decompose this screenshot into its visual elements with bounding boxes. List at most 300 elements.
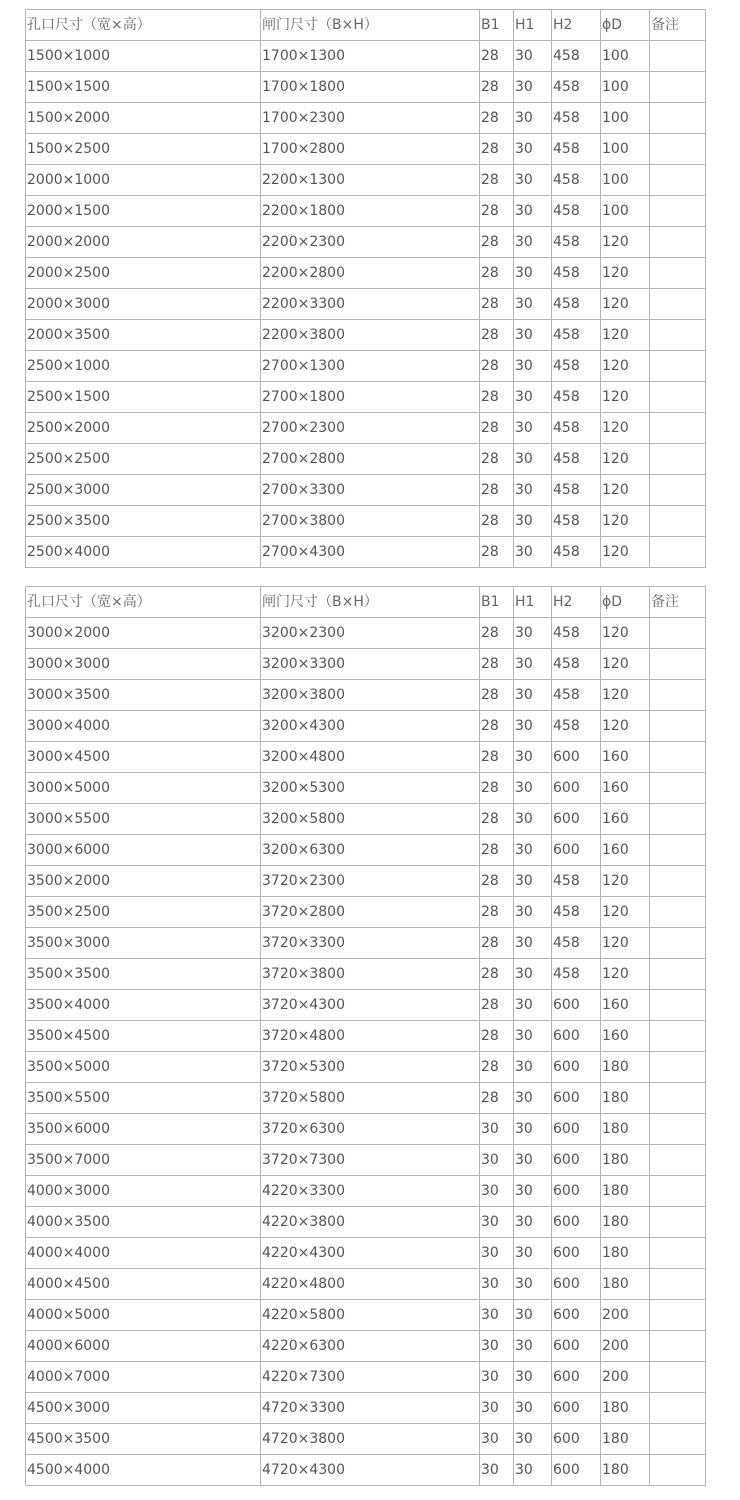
remarks-cell (650, 351, 706, 382)
h1-cell: 30 (514, 866, 552, 897)
gate-size-cell: 3720×6300 (261, 1114, 480, 1145)
h1-cell: 30 (514, 1424, 552, 1455)
h1-cell: 30 (514, 1083, 552, 1114)
gate-size-cell: 2200×3800 (261, 320, 480, 351)
gate-size-cell: 2200×1800 (261, 196, 480, 227)
b1-cell: 28 (480, 711, 514, 742)
h2-cell: 458 (552, 475, 601, 506)
h1-cell: 30 (514, 413, 552, 444)
remarks-cell (650, 258, 706, 289)
opening-size-cell: 3500×3000 (26, 928, 261, 959)
h1-cell: 30 (514, 289, 552, 320)
table-row (26, 1021, 706, 1052)
table-row (26, 1393, 706, 1424)
diameter-cell: 120 (601, 413, 650, 444)
header-remarks: 备注 (650, 10, 706, 41)
opening-size-cell: 3000×5500 (26, 804, 261, 835)
h2-cell: 458 (552, 537, 601, 568)
remarks-cell (650, 1207, 706, 1238)
opening-size-cell: 2500×2500 (26, 444, 261, 475)
h1-cell: 30 (514, 1021, 552, 1052)
b1-cell: 28 (480, 134, 514, 165)
h2-cell: 600 (552, 742, 601, 773)
h2-cell: 600 (552, 804, 601, 835)
remarks-cell (650, 1393, 706, 1424)
b1-cell: 28 (480, 72, 514, 103)
header-h2: H2 (552, 10, 601, 41)
gate-size-cell: 4720×3300 (261, 1393, 480, 1424)
h1-cell: 30 (514, 227, 552, 258)
b1-cell: 28 (480, 773, 514, 804)
h1-cell: 30 (514, 103, 552, 134)
table-row (26, 618, 706, 649)
table-row (26, 382, 706, 413)
gate-size-cell: 4720×3800 (261, 1424, 480, 1455)
gate-size-cell: 3720×2300 (261, 866, 480, 897)
opening-size-cell: 1500×1000 (26, 41, 261, 72)
remarks-cell (650, 1052, 706, 1083)
table-row (26, 1083, 706, 1114)
remarks-cell (650, 804, 706, 835)
h1-cell: 30 (514, 959, 552, 990)
gate-size-cell: 3200×4800 (261, 742, 480, 773)
h2-cell: 600 (552, 1114, 601, 1145)
h2-cell: 600 (552, 1052, 601, 1083)
b1-cell: 30 (480, 1455, 514, 1486)
table-row (26, 1455, 706, 1486)
h2-cell: 600 (552, 1083, 601, 1114)
diameter-cell: 160 (601, 742, 650, 773)
table-row (26, 649, 706, 680)
table-row (26, 680, 706, 711)
opening-size-cell: 4000×5000 (26, 1300, 261, 1331)
opening-size-cell: 3500×2000 (26, 866, 261, 897)
opening-size-cell: 3500×2500 (26, 897, 261, 928)
diameter-cell: 120 (601, 897, 650, 928)
opening-size-cell: 1500×2000 (26, 103, 261, 134)
b1-cell: 28 (480, 1021, 514, 1052)
h1-cell: 30 (514, 742, 552, 773)
header-h1: H1 (514, 587, 552, 618)
diameter-cell: 200 (601, 1300, 650, 1331)
opening-size-cell: 3500×7000 (26, 1145, 261, 1176)
gate-size-cell: 3200×5800 (261, 804, 480, 835)
opening-size-cell: 3000×6000 (26, 835, 261, 866)
remarks-cell (650, 134, 706, 165)
table-row (26, 351, 706, 382)
diameter-cell: 120 (601, 227, 650, 258)
h2-cell: 458 (552, 680, 601, 711)
h2-cell: 600 (552, 1021, 601, 1052)
diameter-cell: 120 (601, 537, 650, 568)
diameter-cell: 160 (601, 804, 650, 835)
table-row (26, 1238, 706, 1269)
table-row (26, 773, 706, 804)
h1-cell: 30 (514, 711, 552, 742)
remarks-cell (650, 1300, 706, 1331)
table-row (26, 990, 706, 1021)
remarks-cell (650, 649, 706, 680)
table-header (26, 10, 706, 41)
h2-cell: 458 (552, 897, 601, 928)
remarks-cell (650, 320, 706, 351)
h2-cell: 458 (552, 227, 601, 258)
table-row (26, 103, 706, 134)
gate-size-cell: 4220×4300 (261, 1238, 480, 1269)
h1-cell: 30 (514, 320, 552, 351)
b1-cell: 28 (480, 618, 514, 649)
opening-size-cell: 3500×4000 (26, 990, 261, 1021)
b1-cell: 28 (480, 537, 514, 568)
gate-size-cell: 3720×5800 (261, 1083, 480, 1114)
remarks-cell (650, 1424, 706, 1455)
h2-cell: 458 (552, 506, 601, 537)
h1-cell: 30 (514, 928, 552, 959)
b1-cell: 30 (480, 1114, 514, 1145)
opening-size-cell: 4500×4000 (26, 1455, 261, 1486)
h2-cell: 458 (552, 444, 601, 475)
h1-cell: 30 (514, 196, 552, 227)
table-row (26, 475, 706, 506)
remarks-cell (650, 506, 706, 537)
table-row (26, 1269, 706, 1300)
h1-cell: 30 (514, 835, 552, 866)
h2-cell: 600 (552, 1424, 601, 1455)
h2-cell: 600 (552, 990, 601, 1021)
b1-cell: 28 (480, 227, 514, 258)
table-row (26, 835, 706, 866)
diameter-cell: 120 (601, 959, 650, 990)
gate-size-cell: 3200×3300 (261, 649, 480, 680)
h1-cell: 30 (514, 618, 552, 649)
h1-cell: 30 (514, 649, 552, 680)
b1-cell: 28 (480, 506, 514, 537)
opening-size-cell: 4000×7000 (26, 1362, 261, 1393)
opening-size-cell: 3000×2000 (26, 618, 261, 649)
table-row (26, 711, 706, 742)
table-row (26, 537, 706, 568)
table-row (26, 1424, 706, 1455)
table-row (26, 506, 706, 537)
opening-size-cell: 3500×5000 (26, 1052, 261, 1083)
table-row (26, 227, 706, 258)
h1-cell: 30 (514, 475, 552, 506)
header-h1: H1 (514, 10, 552, 41)
h1-cell: 30 (514, 382, 552, 413)
gate-size-cell: 2700×2800 (261, 444, 480, 475)
diameter-cell: 120 (601, 928, 650, 959)
table-row (26, 1052, 706, 1083)
table-row (26, 1207, 706, 1238)
h1-cell: 30 (514, 1331, 552, 1362)
header-diameter: ɸD (601, 10, 650, 41)
diameter-cell: 120 (601, 680, 650, 711)
remarks-cell (650, 990, 706, 1021)
diameter-cell: 120 (601, 649, 650, 680)
h1-cell: 30 (514, 897, 552, 928)
b1-cell: 28 (480, 165, 514, 196)
opening-size-cell: 3000×4000 (26, 711, 261, 742)
remarks-cell (650, 742, 706, 773)
opening-size-cell: 2500×3500 (26, 506, 261, 537)
h1-cell: 30 (514, 1269, 552, 1300)
header-h2: H2 (552, 587, 601, 618)
diameter-cell: 120 (601, 506, 650, 537)
table-row (26, 41, 706, 72)
diameter-cell: 120 (601, 382, 650, 413)
h2-cell: 458 (552, 41, 601, 72)
gate-size-cell: 3200×3800 (261, 680, 480, 711)
opening-size-cell: 3000×5000 (26, 773, 261, 804)
opening-size-cell: 2000×3000 (26, 289, 261, 320)
diameter-cell: 180 (601, 1424, 650, 1455)
opening-size-cell: 3000×3000 (26, 649, 261, 680)
gate-size-cell: 2200×2300 (261, 227, 480, 258)
h1-cell: 30 (514, 444, 552, 475)
opening-size-cell: 2500×1000 (26, 351, 261, 382)
h2-cell: 458 (552, 196, 601, 227)
remarks-cell (650, 711, 706, 742)
h2-cell: 458 (552, 258, 601, 289)
table-row (26, 1362, 706, 1393)
gate-size-cell: 1700×2300 (261, 103, 480, 134)
remarks-cell (650, 1362, 706, 1393)
gate-size-cell: 3720×3800 (261, 959, 480, 990)
remarks-cell (650, 1114, 706, 1145)
remarks-cell (650, 165, 706, 196)
header-gate-size: 闸门尺寸（B×H） (261, 10, 480, 41)
diameter-cell: 180 (601, 1207, 650, 1238)
diameter-cell: 160 (601, 1021, 650, 1052)
b1-cell: 28 (480, 990, 514, 1021)
table-row (26, 1300, 706, 1331)
remarks-cell (650, 773, 706, 804)
gate-size-cell: 4220×6300 (261, 1331, 480, 1362)
table-row (26, 413, 706, 444)
remarks-cell (650, 959, 706, 990)
table-row (26, 320, 706, 351)
b1-cell: 28 (480, 1052, 514, 1083)
h1-cell: 30 (514, 134, 552, 165)
diameter-cell: 100 (601, 41, 650, 72)
gate-size-cell: 3720×4800 (261, 1021, 480, 1052)
table-row (26, 1145, 706, 1176)
diameter-cell: 100 (601, 196, 650, 227)
b1-cell: 28 (480, 475, 514, 506)
remarks-cell (650, 382, 706, 413)
gate-size-cell: 4220×5800 (261, 1300, 480, 1331)
h1-cell: 30 (514, 680, 552, 711)
opening-size-cell: 2000×3500 (26, 320, 261, 351)
b1-cell: 28 (480, 866, 514, 897)
h1-cell: 30 (514, 1455, 552, 1486)
h2-cell: 600 (552, 1207, 601, 1238)
diameter-cell: 160 (601, 773, 650, 804)
diameter-cell: 120 (601, 711, 650, 742)
b1-cell: 28 (480, 258, 514, 289)
h2-cell: 600 (552, 1269, 601, 1300)
h2-cell: 458 (552, 289, 601, 320)
gate-size-cell: 4220×3800 (261, 1207, 480, 1238)
remarks-cell (650, 475, 706, 506)
gate-size-cell: 3720×5300 (261, 1052, 480, 1083)
opening-size-cell: 2000×1000 (26, 165, 261, 196)
spec-table-1 (25, 9, 706, 568)
gate-size-cell: 4220×4800 (261, 1269, 480, 1300)
h1-cell: 30 (514, 1238, 552, 1269)
opening-size-cell: 1500×1500 (26, 72, 261, 103)
b1-cell: 28 (480, 649, 514, 680)
table-row (26, 928, 706, 959)
diameter-cell: 180 (601, 1145, 650, 1176)
h1-cell: 30 (514, 72, 552, 103)
gate-size-cell: 4220×7300 (261, 1362, 480, 1393)
gate-size-cell: 4220×3300 (261, 1176, 480, 1207)
diameter-cell: 100 (601, 103, 650, 134)
b1-cell: 30 (480, 1362, 514, 1393)
h2-cell: 458 (552, 165, 601, 196)
table-row (26, 444, 706, 475)
b1-cell: 30 (480, 1393, 514, 1424)
table-row (26, 289, 706, 320)
h1-cell: 30 (514, 41, 552, 72)
table-row (26, 196, 706, 227)
h2-cell: 600 (552, 1238, 601, 1269)
b1-cell: 30 (480, 1300, 514, 1331)
diameter-cell: 120 (601, 444, 650, 475)
opening-size-cell: 2000×2000 (26, 227, 261, 258)
diameter-cell: 100 (601, 72, 650, 103)
h2-cell: 458 (552, 959, 601, 990)
diameter-cell: 180 (601, 1269, 650, 1300)
b1-cell: 28 (480, 1083, 514, 1114)
diameter-cell: 160 (601, 990, 650, 1021)
b1-cell: 28 (480, 835, 514, 866)
table-row (26, 742, 706, 773)
remarks-cell (650, 196, 706, 227)
gate-size-cell: 2200×1300 (261, 165, 480, 196)
header-b1: B1 (480, 10, 514, 41)
h2-cell: 458 (552, 711, 601, 742)
diameter-cell: 180 (601, 1393, 650, 1424)
diameter-cell: 100 (601, 165, 650, 196)
remarks-cell (650, 1145, 706, 1176)
b1-cell: 28 (480, 680, 514, 711)
b1-cell: 30 (480, 1238, 514, 1269)
header-remarks: 备注 (650, 587, 706, 618)
gate-size-cell: 3720×3300 (261, 928, 480, 959)
gate-size-cell: 2700×3300 (261, 475, 480, 506)
opening-size-cell: 3500×6000 (26, 1114, 261, 1145)
diameter-cell: 120 (601, 258, 650, 289)
remarks-cell (650, 1021, 706, 1052)
h1-cell: 30 (514, 1052, 552, 1083)
header-b1: B1 (480, 587, 514, 618)
diameter-cell: 180 (601, 1238, 650, 1269)
gate-size-cell: 2200×2800 (261, 258, 480, 289)
b1-cell: 30 (480, 1331, 514, 1362)
remarks-cell (650, 1083, 706, 1114)
diameter-cell: 180 (601, 1114, 650, 1145)
diameter-cell: 180 (601, 1052, 650, 1083)
h1-cell: 30 (514, 1176, 552, 1207)
h2-cell: 600 (552, 1331, 601, 1362)
table-row (26, 72, 706, 103)
h1-cell: 30 (514, 165, 552, 196)
remarks-cell (650, 866, 706, 897)
h1-cell: 30 (514, 1114, 552, 1145)
h1-cell: 30 (514, 351, 552, 382)
opening-size-cell: 2500×4000 (26, 537, 261, 568)
remarks-cell (650, 227, 706, 258)
remarks-cell (650, 1238, 706, 1269)
opening-size-cell: 3000×4500 (26, 742, 261, 773)
remarks-cell (650, 928, 706, 959)
opening-size-cell: 2000×2500 (26, 258, 261, 289)
gate-size-cell: 3720×2800 (261, 897, 480, 928)
h2-cell: 600 (552, 1176, 601, 1207)
b1-cell: 30 (480, 1424, 514, 1455)
diameter-cell: 200 (601, 1331, 650, 1362)
gate-size-cell: 3200×6300 (261, 835, 480, 866)
header-row (26, 587, 706, 618)
opening-size-cell: 4000×3000 (26, 1176, 261, 1207)
opening-size-cell: 2000×1500 (26, 196, 261, 227)
opening-size-cell: 4000×3500 (26, 1207, 261, 1238)
diameter-cell: 120 (601, 351, 650, 382)
diameter-cell: 180 (601, 1455, 650, 1486)
diameter-cell: 120 (601, 618, 650, 649)
table-header (26, 587, 706, 618)
opening-size-cell: 3500×3500 (26, 959, 261, 990)
gate-size-cell: 4720×4300 (261, 1455, 480, 1486)
gate-size-cell: 3200×5300 (261, 773, 480, 804)
table-row (26, 1331, 706, 1362)
b1-cell: 30 (480, 1145, 514, 1176)
gate-size-cell: 1700×2800 (261, 134, 480, 165)
b1-cell: 28 (480, 289, 514, 320)
table-row (26, 959, 706, 990)
h2-cell: 458 (552, 103, 601, 134)
h1-cell: 30 (514, 773, 552, 804)
remarks-cell (650, 1176, 706, 1207)
h2-cell: 600 (552, 1145, 601, 1176)
b1-cell: 28 (480, 413, 514, 444)
h1-cell: 30 (514, 1207, 552, 1238)
h2-cell: 600 (552, 1300, 601, 1331)
table-row (26, 897, 706, 928)
remarks-cell (650, 1269, 706, 1300)
gate-size-cell: 1700×1800 (261, 72, 480, 103)
h1-cell: 30 (514, 1362, 552, 1393)
h1-cell: 30 (514, 1145, 552, 1176)
h1-cell: 30 (514, 804, 552, 835)
h1-cell: 30 (514, 990, 552, 1021)
b1-cell: 28 (480, 742, 514, 773)
h2-cell: 458 (552, 413, 601, 444)
header-diameter: ɸD (601, 587, 650, 618)
table-row (26, 1114, 706, 1145)
b1-cell: 28 (480, 103, 514, 134)
opening-size-cell: 3500×5500 (26, 1083, 261, 1114)
h2-cell: 458 (552, 928, 601, 959)
diameter-cell: 100 (601, 134, 650, 165)
diameter-cell: 200 (601, 1362, 650, 1393)
opening-size-cell: 2500×3000 (26, 475, 261, 506)
opening-size-cell: 3500×4500 (26, 1021, 261, 1052)
header-gate-size: 闸门尺寸（B×H） (261, 587, 480, 618)
remarks-cell (650, 289, 706, 320)
